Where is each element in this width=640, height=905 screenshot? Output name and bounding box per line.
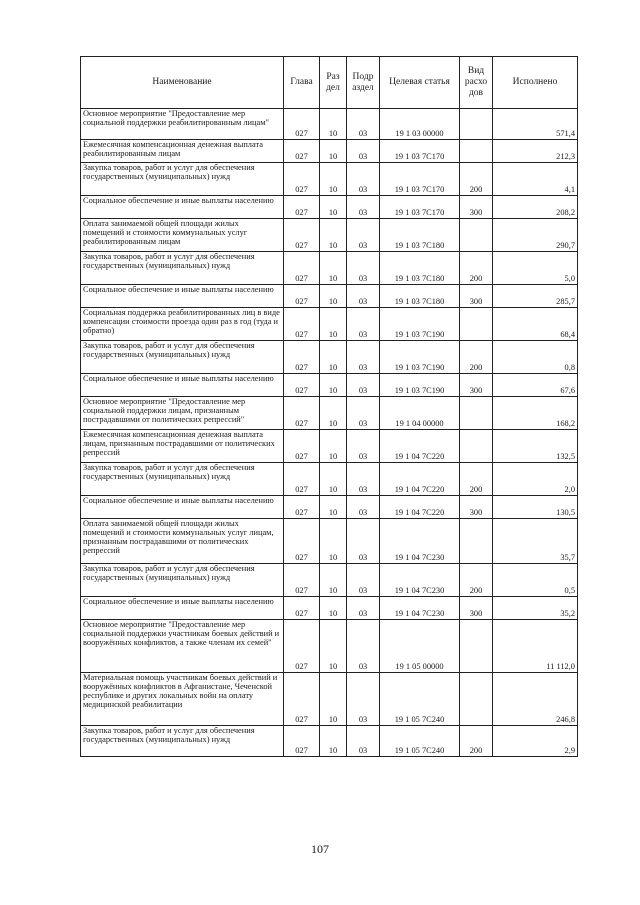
cell-glava: 027 [284,374,320,397]
page-number: 107 [311,842,329,856]
table-row [81,285,578,308]
cell-razdel: 10 [320,341,347,374]
table-body [81,109,578,757]
cell-ispolneno: 35,2 [493,597,578,620]
cell-name: Основное мероприятие "Предоставление мер социальной поддержки реабилитированным лицам" [81,109,284,140]
cell-podrazdel: 03 [347,463,380,496]
cell-ispolneno: 2,9 [493,726,578,757]
cell-podrazdel: 03 [347,397,380,430]
cell-podrazdel: 03 [347,564,380,597]
cell-name: Социальная поддержка реабилитированных лиц в виде компенсации стоимости проезда один раз в год (туда и обратно) [81,308,284,341]
header-razdel: Раз дел [320,57,347,109]
cell-glava: 027 [284,196,320,219]
table-row [81,519,578,564]
cell-podrazdel: 03 [347,219,380,252]
cell-vid: 200 [460,341,493,374]
cell-podrazdel: 03 [347,496,380,519]
cell-glava: 027 [284,726,320,757]
cell-glava: 027 [284,430,320,463]
cell-glava: 027 [284,597,320,620]
cell-vid: 200 [460,564,493,597]
table-row [81,374,578,397]
cell-ispolneno: 2,0 [493,463,578,496]
cell-name: Закупка товаров, работ и услуг для обеспечения государственных (муниципальных) нужд [81,463,284,496]
cell-celevaya: 19 1 03 7С170 [380,163,460,196]
cell-ispolneno: 132,5 [493,430,578,463]
table-row [81,430,578,463]
cell-vid [460,308,493,341]
cell-vid: 300 [460,285,493,308]
cell-vid: 300 [460,496,493,519]
cell-vid: 300 [460,597,493,620]
table-row [81,196,578,219]
cell-glava: 027 [284,673,320,726]
cell-podrazdel: 03 [347,597,380,620]
cell-podrazdel: 03 [347,308,380,341]
table-row [81,163,578,196]
cell-razdel: 10 [320,564,347,597]
cell-vid [460,140,493,163]
header-glava: Глава [284,57,320,109]
cell-glava: 027 [284,463,320,496]
cell-razdel: 10 [320,140,347,163]
cell-name: Социальное обеспечение и иные выплаты населению [81,597,284,620]
cell-name: Социальное обеспечение и иные выплаты населению [81,496,284,519]
table-row [81,496,578,519]
cell-razdel: 10 [320,397,347,430]
cell-ispolneno: 290,7 [493,219,578,252]
table-row [81,308,578,341]
cell-glava: 027 [284,397,320,430]
cell-ispolneno: 68,4 [493,308,578,341]
cell-ispolneno: 5,0 [493,252,578,285]
cell-podrazdel: 03 [347,140,380,163]
table-row [81,673,578,726]
cell-ispolneno: 208,2 [493,196,578,219]
cell-name: Закупка товаров, работ и услуг для обеспечения государственных (муниципальных) нужд [81,726,284,757]
cell-celevaya: 19 1 04 7С230 [380,597,460,620]
cell-glava: 027 [284,620,320,673]
cell-podrazdel: 03 [347,285,380,308]
table-row [81,597,578,620]
cell-vid [460,620,493,673]
header-vid: Вид расхо дов [460,57,493,109]
cell-glava: 027 [284,109,320,140]
cell-celevaya: 19 1 03 7С180 [380,252,460,285]
cell-ispolneno: 67,6 [493,374,578,397]
cell-podrazdel: 03 [347,620,380,673]
cell-glava: 027 [284,564,320,597]
table-header [81,57,578,109]
cell-podrazdel: 03 [347,163,380,196]
cell-razdel: 10 [320,252,347,285]
cell-vid [460,397,493,430]
cell-ispolneno: 285,7 [493,285,578,308]
budget-table [80,56,578,757]
cell-podrazdel: 03 [347,252,380,285]
cell-podrazdel: 03 [347,109,380,140]
cell-ispolneno: 0,8 [493,341,578,374]
cell-glava: 027 [284,140,320,163]
cell-name: Оплата занимаемой общей площади жилых помещений и стоимости коммунальных услуг лицам, признанным пострадавшими от политических репрессий [81,519,284,564]
header-name: Наименование [81,57,284,109]
cell-razdel: 10 [320,519,347,564]
cell-razdel: 10 [320,496,347,519]
cell-razdel: 10 [320,163,347,196]
cell-celevaya: 19 1 03 00000 [380,109,460,140]
cell-ispolneno: 35,7 [493,519,578,564]
cell-podrazdel: 03 [347,374,380,397]
cell-vid: 200 [460,463,493,496]
cell-glava: 027 [284,308,320,341]
header-celevaya: Целевая статья [380,57,460,109]
cell-celevaya: 19 1 05 00000 [380,620,460,673]
cell-celevaya: 19 1 03 7С190 [380,341,460,374]
cell-celevaya: 19 1 05 7С240 [380,673,460,726]
cell-name: Закупка товаров, работ и услуг для обеспечения государственных (муниципальных) нужд [81,252,284,285]
cell-glava: 027 [284,252,320,285]
table-row [81,219,578,252]
cell-name: Ежемесячная компенсационная денежная выплата лицам, признанным пострадавшими от политических репрессий [81,430,284,463]
cell-razdel: 10 [320,285,347,308]
cell-razdel: 10 [320,196,347,219]
cell-celevaya: 19 1 04 7С220 [380,496,460,519]
cell-name: Социальное обеспечение и иные выплаты населению [81,374,284,397]
table-row [81,341,578,374]
cell-ispolneno: 212,3 [493,140,578,163]
cell-glava: 027 [284,496,320,519]
cell-razdel: 10 [320,597,347,620]
table-row [81,397,578,430]
cell-celevaya: 19 1 03 7С170 [380,196,460,219]
cell-podrazdel: 03 [347,519,380,564]
cell-ispolneno: 4,1 [493,163,578,196]
cell-glava: 027 [284,519,320,564]
cell-celevaya: 19 1 03 7С190 [380,374,460,397]
cell-vid [460,109,493,140]
table-row [81,463,578,496]
cell-celevaya: 19 1 04 00000 [380,397,460,430]
cell-ispolneno: 168,2 [493,397,578,430]
table-row [81,620,578,673]
table-row [81,726,578,757]
cell-razdel: 10 [320,219,347,252]
cell-vid [460,519,493,564]
cell-name: Основное мероприятие "Предоставление мер социальной поддержки участникам боевых действий и вооружённых конфликтов, а также членам их семей" [81,620,284,673]
cell-name: Закупка товаров, работ и услуг для обеспечения государственных (муниципальных) нужд [81,163,284,196]
header-row [81,57,578,109]
cell-name: Материальная помощь участникам боевых действий и вооружённых конфликтов в Афганистане, Чеченской республике и других локальных войн на оплату медицинской реабилитации [81,673,284,726]
cell-name: Социальное обеспечение и иные выплаты населению [81,196,284,219]
cell-razdel: 10 [320,109,347,140]
cell-name: Закупка товаров, работ и услуг для обеспечения государственных (муниципальных) нужд [81,341,284,374]
cell-name: Оплата занимаемой общей площади жилых помещений и стоимости коммунальных услуг реабилитированным лицам [81,219,284,252]
cell-vid: 200 [460,252,493,285]
cell-celevaya: 19 1 03 7С180 [380,219,460,252]
cell-razdel: 10 [320,308,347,341]
cell-vid: 200 [460,163,493,196]
cell-ispolneno: 11 112,0 [493,620,578,673]
cell-ispolneno: 246,8 [493,673,578,726]
cell-razdel: 10 [320,430,347,463]
cell-vid: 300 [460,196,493,219]
cell-razdel: 10 [320,620,347,673]
header-podrazdel: Подр аздел [347,57,380,109]
cell-glava: 027 [284,219,320,252]
cell-ispolneno: 130,5 [493,496,578,519]
cell-razdel: 10 [320,673,347,726]
cell-celevaya: 19 1 03 7С190 [380,308,460,341]
cell-name: Закупка товаров, работ и услуг для обеспечения государственных (муниципальных) нужд [81,564,284,597]
table-row [81,140,578,163]
cell-name: Социальное обеспечение и иные выплаты населению [81,285,284,308]
cell-podrazdel: 03 [347,341,380,374]
cell-glava: 027 [284,163,320,196]
cell-celevaya: 19 1 04 7С230 [380,564,460,597]
cell-ispolneno: 571,4 [493,109,578,140]
cell-ispolneno: 0,5 [493,564,578,597]
cell-podrazdel: 03 [347,430,380,463]
cell-podrazdel: 03 [347,726,380,757]
cell-razdel: 10 [320,463,347,496]
cell-celevaya: 19 1 05 7С240 [380,726,460,757]
cell-celevaya: 19 1 04 7С220 [380,463,460,496]
cell-vid [460,430,493,463]
cell-vid [460,673,493,726]
cell-celevaya: 19 1 03 7С170 [380,140,460,163]
table-row [81,564,578,597]
cell-podrazdel: 03 [347,196,380,219]
cell-vid [460,219,493,252]
cell-celevaya: 19 1 03 7С180 [380,285,460,308]
cell-podrazdel: 03 [347,673,380,726]
cell-vid: 300 [460,374,493,397]
table-row [81,109,578,140]
header-ispolneno: Исполнено [493,57,578,109]
cell-razdel: 10 [320,726,347,757]
cell-name: Основное мероприятие "Предоставление мер социальной поддержки лицам, признанным пострадавшими от политических репрессий" [81,397,284,430]
cell-razdel: 10 [320,374,347,397]
cell-celevaya: 19 1 04 7С220 [380,430,460,463]
cell-name: Ежемесячная компенсационная денежная выплата реабилитированным лицам [81,140,284,163]
table-row [81,252,578,285]
cell-glava: 027 [284,285,320,308]
cell-glava: 027 [284,341,320,374]
cell-celevaya: 19 1 04 7С230 [380,519,460,564]
cell-vid: 200 [460,726,493,757]
